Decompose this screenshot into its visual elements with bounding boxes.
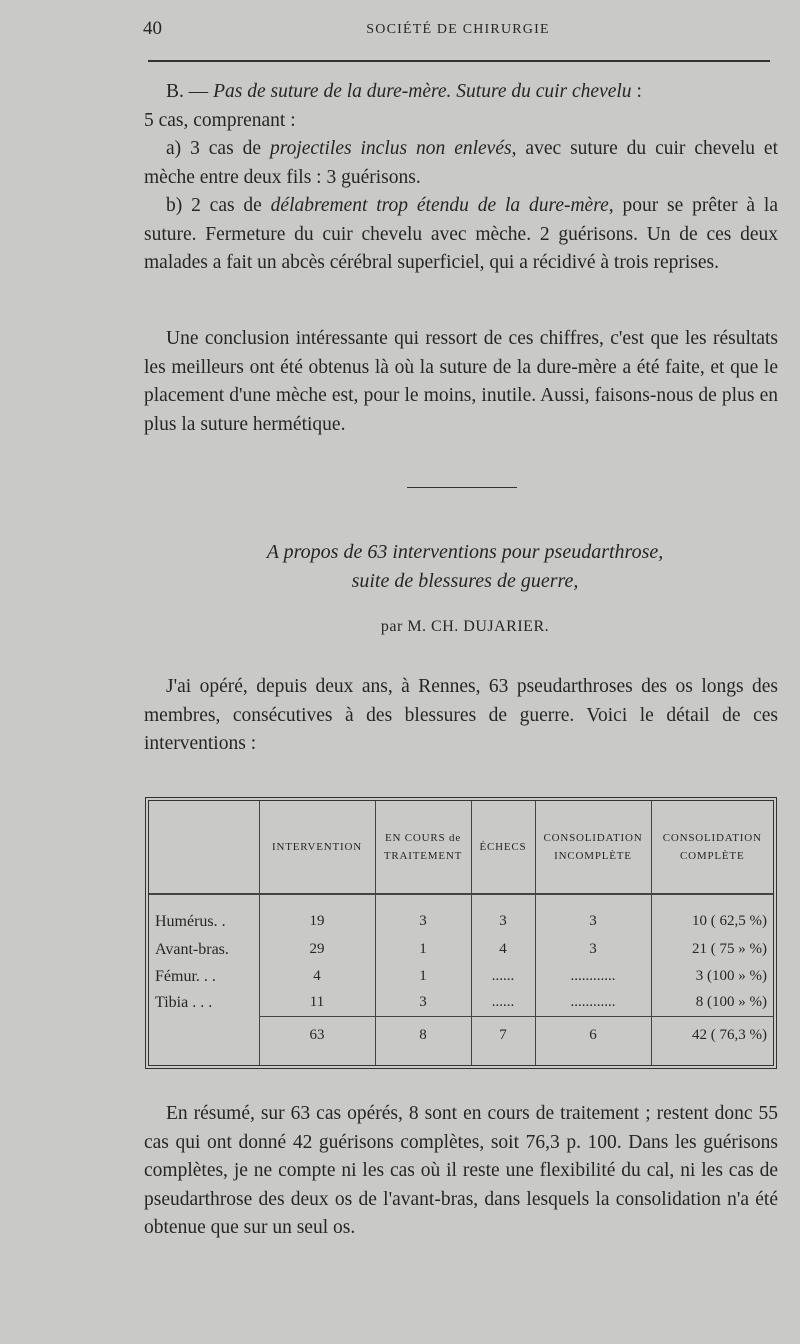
total-label-blank (149, 1017, 259, 1066)
conclusion-block (144, 325, 778, 439)
table-cell: 4 (471, 937, 535, 963)
table-cell: 29 (259, 937, 375, 963)
table-cell: 3 (535, 894, 651, 937)
article-title (150, 538, 780, 596)
table-cell: 8 (100 » %) (651, 989, 773, 1016)
total-cell: 42 ( 76,3 %) (651, 1017, 773, 1066)
item-b (144, 192, 778, 278)
summary-block (144, 1100, 778, 1243)
table-header: CONSOLIDATION COMPLÈTE (651, 801, 773, 894)
table-cell: 11 (259, 989, 375, 1016)
item-b-prefix: b) 2 cas de (166, 195, 271, 216)
table-header-row (149, 801, 773, 894)
section-b-label: B. — (166, 81, 214, 102)
table-row (149, 963, 773, 989)
row-label: Fémur. . . (155, 967, 216, 985)
item-a-emphasis: projectiles inclus non enlevés (269, 138, 512, 159)
table-cell: 3 (375, 989, 471, 1016)
table-cell: 19 (259, 894, 375, 937)
header-rule (148, 60, 770, 62)
total-cell: 63 (259, 1017, 375, 1066)
table-header: CONSOLIDATION INCOMPLÈTE (535, 801, 651, 894)
table-total-row (149, 1017, 773, 1066)
table-header: INTERVENTION (259, 801, 375, 894)
item-b-rest: , pour se prêter à la suture. Fermeture du cuir chevelu avec mèche. 2 guérisons. Un de ces deux malades a fait un abcès cérébral superficiel, qui a récidivé à trois reprises. (144, 195, 778, 273)
table-cell: 3 (100 » %) (651, 963, 773, 989)
article-title-line-2: suite de blessures de guerre, (351, 570, 579, 592)
table-cell: ...... (471, 989, 535, 1016)
table-row (149, 894, 773, 937)
summary-paragraph: En résumé, sur 63 cas opérés, 8 sont en cours de traitement ; restent donc 55 cas qui ont donné 42 guérisons complètes, soit 76,3 p. 100. Dans les guérisons complètes, je ne compte ni les cas où il reste une flexibilité du cal, ni les cas de pseudarthrose des deux os de l'avant-bras, dans lesquels la consolidation n'a été obtenue que sur un seul os. (144, 1103, 778, 1238)
intro-block (144, 673, 778, 759)
table-header: EN COURS de TRAITEMENT (375, 801, 471, 894)
table-cell: 4 (259, 963, 375, 989)
item-a-rest: , avec suture du cuir chevelu et mèche entre deux fils : 3 guérisons. (144, 138, 779, 188)
section-b-colon: : (631, 81, 642, 102)
table-cell: 10 ( 62,5 %) (651, 894, 773, 937)
table-cell: ............ (535, 963, 651, 989)
table-cell: 1 (375, 963, 471, 989)
row-label: Humérus. . (155, 913, 226, 931)
results-table (145, 797, 777, 1069)
total-cell: 6 (535, 1017, 651, 1066)
item-a (144, 135, 778, 192)
table-cell: 3 (471, 894, 535, 937)
section-b-heading (144, 78, 778, 107)
table-cell: ...... (471, 963, 535, 989)
running-head: SOCIÉTÉ DE CHIRURGIE (366, 22, 550, 37)
row-label: Avant-bras. (155, 941, 229, 959)
table-header-blank (149, 801, 259, 894)
table-cell: 21 ( 75 » %) (651, 937, 773, 963)
table-row (149, 989, 773, 1016)
byline: par M. CH. DUJARIER. (380, 618, 550, 635)
table-cell: 1 (375, 937, 471, 963)
section-b (144, 78, 778, 278)
intro-paragraph: J'ai opéré, depuis deux ans, à Rennes, 63 pseudarthroses des os longs des membres, consécutives à des blessures de guerre. Voici le détail de ces interventions : (144, 676, 778, 754)
section-b-count: 5 cas, comprenant : (144, 109, 296, 131)
total-cell: 8 (375, 1017, 471, 1066)
article-title-line-1: A propos de 63 interventions pour pseudarthrose, (266, 541, 664, 563)
item-b-emphasis: délabrement trop étendu de la dure-mère (270, 195, 609, 216)
item-a-prefix: a) 3 cas de (166, 138, 270, 159)
row-label: Tibia . . . (155, 994, 213, 1012)
conclusion-paragraph: Une conclusion intéressante qui ressort de ces chiffres, c'est que les résultats les meilleurs ont été obtenus là où la suture de la dure-mère a été faite, et que le placement d'une mèche est, pour le moins, inutile. Aussi, faisons-nous de plus en plus la suture hermétique. (144, 328, 778, 435)
page-number: 40 (143, 18, 162, 39)
page-header (143, 18, 773, 48)
total-cell: 7 (471, 1017, 535, 1066)
section-b-title: Pas de suture de la dure-mère. Suture du cuir chevelu (213, 81, 632, 102)
section-divider (407, 487, 517, 488)
table-cell: 3 (375, 894, 471, 937)
table-row (149, 937, 773, 963)
table-cell: 3 (535, 937, 651, 963)
table-cell: ............ (535, 989, 651, 1016)
table-header: ÉCHECS (471, 801, 535, 894)
